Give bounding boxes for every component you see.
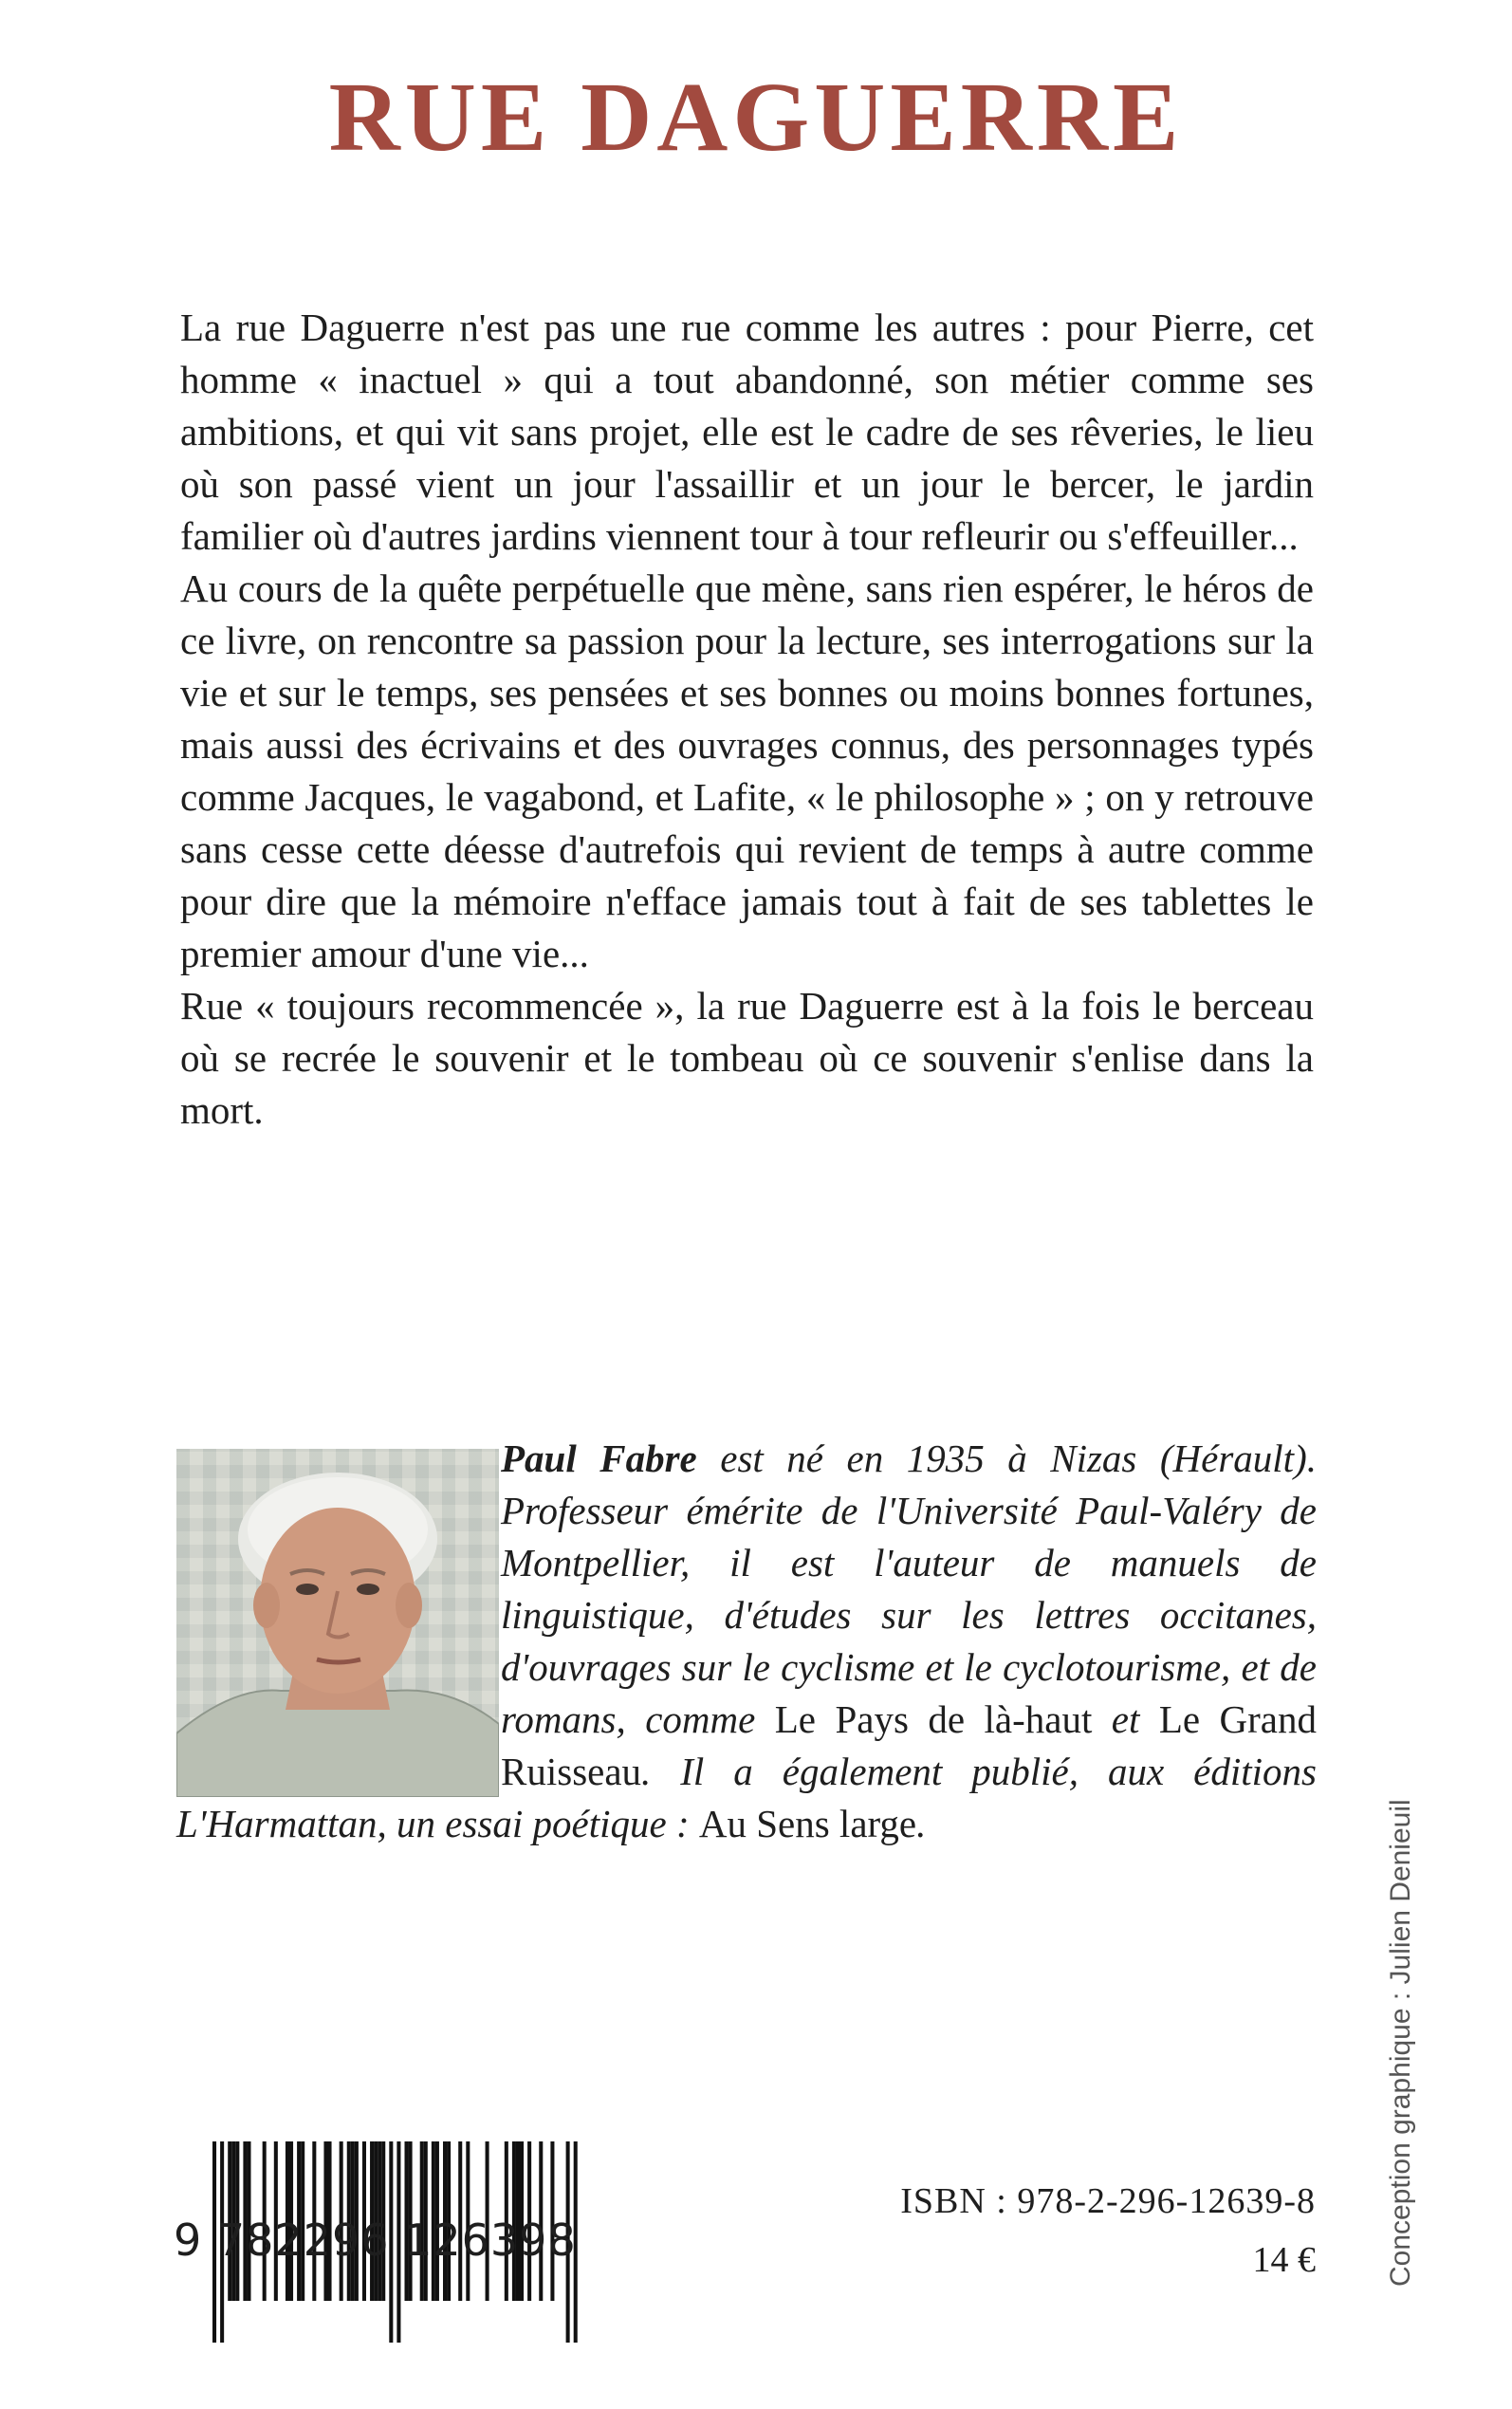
book-title: RUE DAGUERRE <box>328 63 1184 172</box>
photo-spacer <box>176 1433 499 1786</box>
bio-text: et <box>1092 1697 1159 1741</box>
blurb-paragraph: Au cours de la quête perpétuelle que mène, sans rien espérer, le héros de ce livre, on rencontre sa passion pour la lecture, ses interrogations sur la vie et sur le temps, ses pensées et ses bonnes ou moins bonnes fortunes, mais aussi des écrivains et des ouvrages connus, des personnages typés comme Jacques, le vagabond, et Lafite, « le philosophe » ; on y retrouve sans cesse cette déesse d'autrefois qui revient de temps à autre comme pour dire que la mémoire n'efface jamais tout à fait de ses tablettes le premier amour d'une vie... <box>180 566 1314 975</box>
isbn: ISBN : 978-2-296-12639-8 <box>900 2181 1316 2221</box>
design-credit: Conception graphique : Julien Denieuil <box>1385 1799 1416 2287</box>
bio-book-title: Au Sens large <box>698 1802 917 1845</box>
bio-book-title: Le Pays de là-haut <box>774 1697 1093 1741</box>
bio-text: est né en 1935 à Nizas (Hérault). Professeur émérite de l'Université Paul-Valéry de Montpellier, il est l'auteur de manuels de linguistique, d'études sur les lettres occitanes, d'ouvrages sur le cyclisme et le cyclotourisme, et de romans, comme <box>501 1436 1317 1741</box>
price: 14 € <box>1252 2240 1316 2280</box>
back-cover-blurb <box>180 302 1314 1137</box>
bio-text: . <box>916 1802 927 1845</box>
barcode-digits: 9 782296 126398 <box>174 2214 577 2266</box>
bio-text: . Il a également publié, aux éditions L'Harmattan, un essai poétique : <box>176 1750 1317 1845</box>
blurb-paragraph: Rue « toujours recommencée », la rue Daguerre est à la fois le berceau où se recrée le souvenir et le tombeau où ce souvenir s'enlise dans la mort. <box>180 984 1314 1132</box>
author-bio <box>176 1433 1317 1850</box>
bio-book-title: Le Grand Ruisseau <box>501 1697 1317 1793</box>
blurb-paragraph: La rue Daguerre n'est pas une rue comme les autres : pour Pierre, cet homme « inactuel » qui a tout abandonné, son métier comme ses ambitions, et qui vit sans projet, elle est le cadre de ses rêveries, le lieu où son passé vient un jour l'assaillir et un jour le bercer, le jardin familier où d'autres jardins viennent tour à tour refleurir ou s'effeuiller... <box>180 306 1314 558</box>
author-name: Paul Fabre <box>501 1436 697 1480</box>
